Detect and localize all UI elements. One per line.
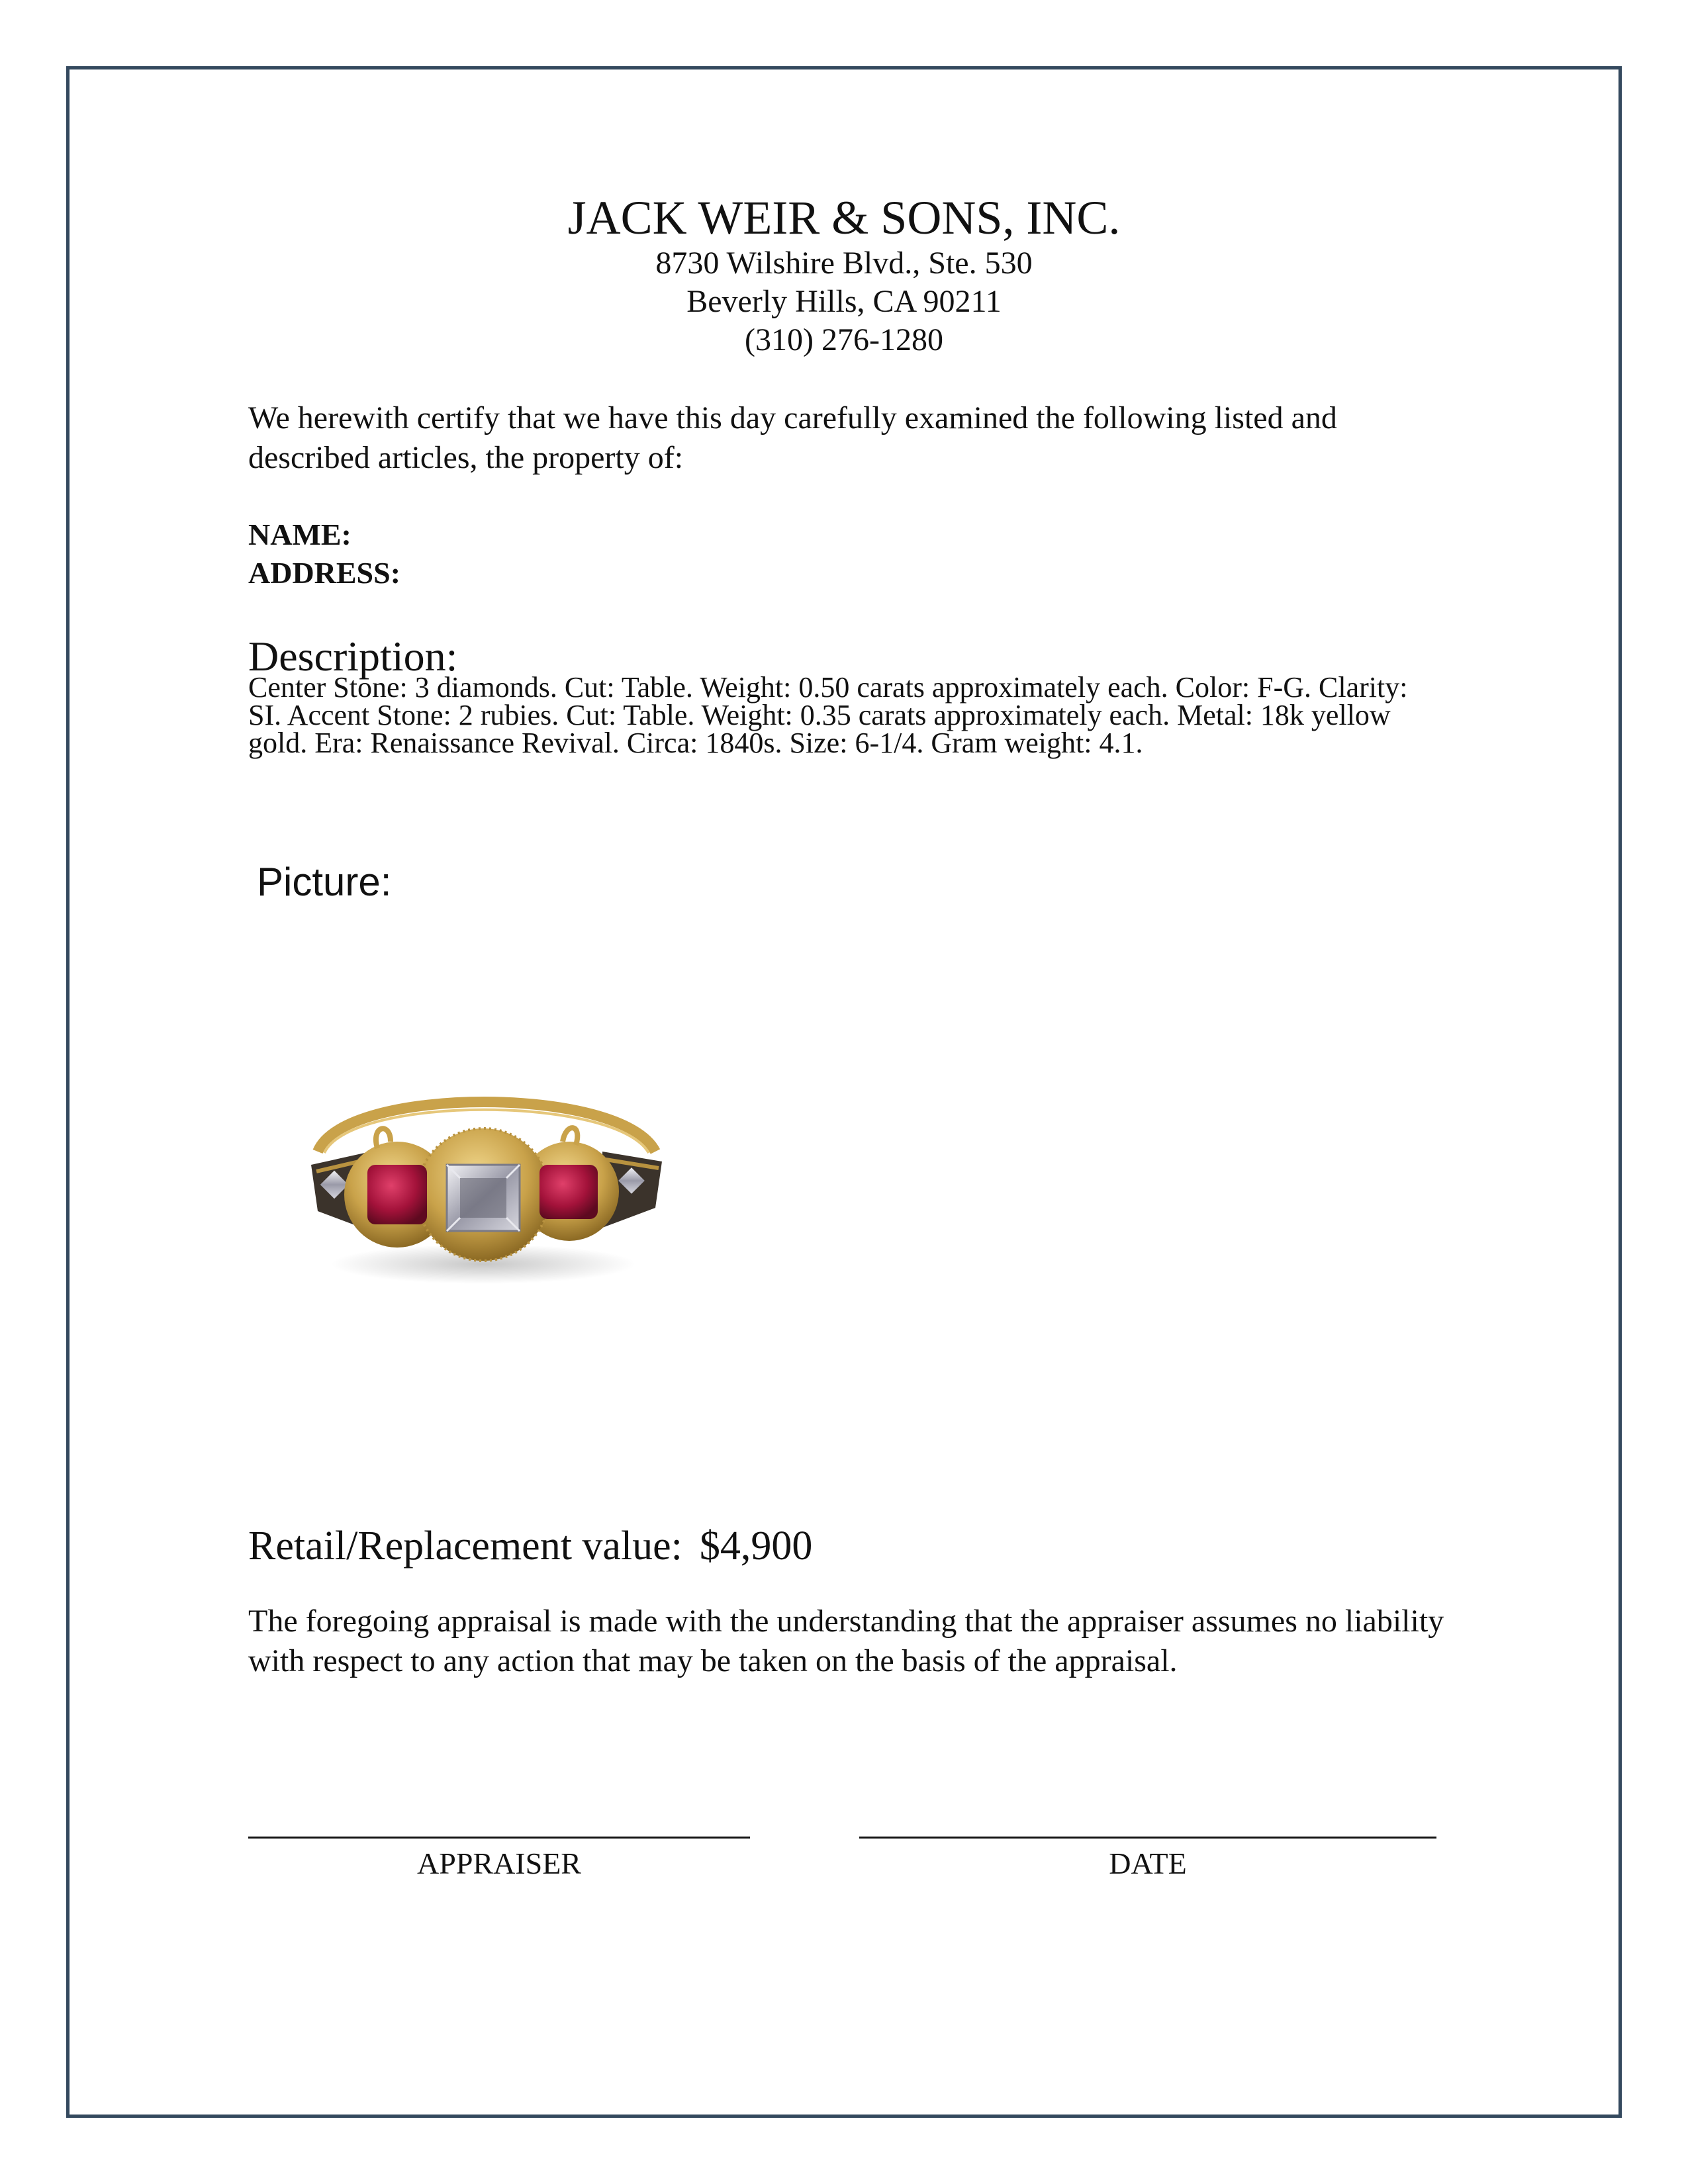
ring-photo bbox=[305, 1066, 675, 1297]
value-label: Retail/Replacement value: bbox=[248, 1524, 682, 1569]
value-amount: $4,900 bbox=[699, 1524, 813, 1569]
address-label: ADDRESS: bbox=[248, 556, 401, 590]
date-signature-line bbox=[859, 1837, 1436, 1839]
description-body: Center Stone: 3 diamonds. Cut: Table. Weight: 0.50 carats approximately each. Color: F-G. Clarity: SI. Accent Stone: 2 rubies. Cut: Table. Weight: 0.35 carats approximately each. Metal: 18k yellow gold. Era: Renaissance Revival. Circa: 1840s. Size: 6-1/4. Gram weight: 4.1. bbox=[248, 671, 1408, 759]
value-row bbox=[248, 1520, 812, 1572]
page-frame bbox=[66, 66, 1622, 2118]
address-line-2: Beverly Hills, CA 90211 bbox=[686, 284, 1002, 319]
certification-text: We herewith certify that we have this day carefully examined the following listed and described articles, the property of: bbox=[248, 400, 1337, 475]
appraiser-signature-line bbox=[248, 1837, 750, 1839]
date-label: DATE bbox=[1109, 1846, 1187, 1880]
phone-number: (310) 276-1280 bbox=[745, 322, 943, 357]
name-label: NAME: bbox=[248, 518, 352, 551]
appraiser-label: APPRAISER bbox=[417, 1846, 581, 1880]
address-line-1: 8730 Wilshire Blvd., Ste. 530 bbox=[655, 246, 1033, 281]
company-name: JACK WEIR & SONS, INC. bbox=[567, 191, 1121, 244]
picture-heading: Picture: bbox=[257, 860, 392, 904]
disclaimer-text: The foregoing appraisal is made with the understanding that the appraiser assumes no liability with respect to any action that may be taken on the basis of the appraisal. bbox=[248, 1604, 1444, 1678]
description-heading: Description: bbox=[248, 633, 458, 680]
